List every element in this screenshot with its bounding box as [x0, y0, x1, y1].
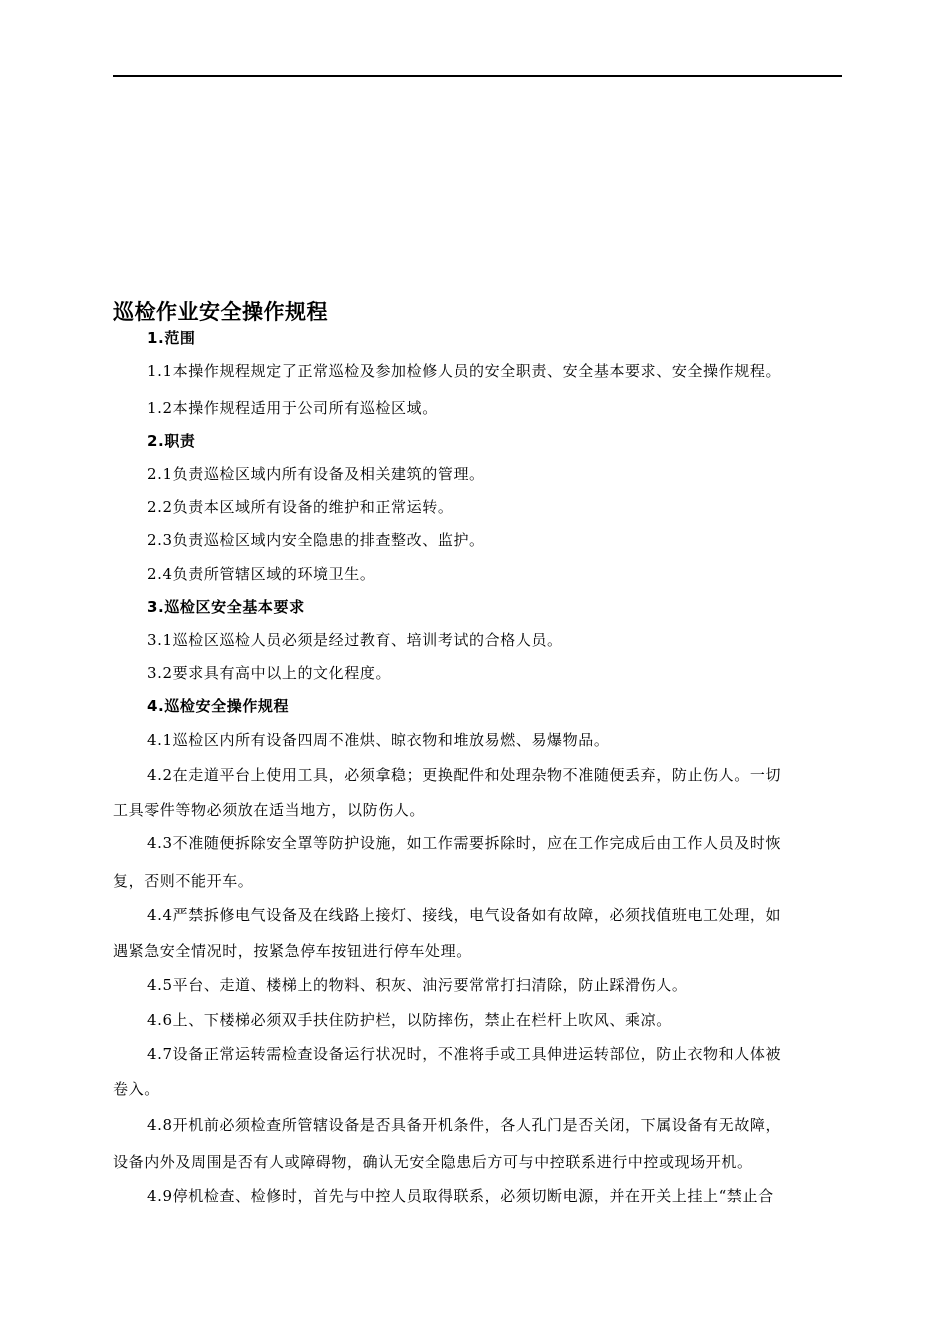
- paragraph-4-8-cont: 设备内外及周围是否有人或障碍物，确认无安全隐患后方可与中控联系进行中控或现场开机。: [113, 1153, 753, 1171]
- header-rule: [113, 75, 842, 77]
- paragraph-3-2: 3.2要求具有高中以上的文化程度。: [147, 664, 392, 682]
- paragraph-4-5: 4.5平台、走道、楼梯上的物料、积灰、油污要常常打扫清除，防止踩滑伤人。: [147, 976, 688, 994]
- paragraph-4-2-cont: 工具零件等物必须放在适当地方，以防伤人。: [113, 801, 426, 819]
- paragraph-1-1: 1.1本操作规程规定了正常巡检及参加检修人员的安全职责、安全基本要求、安全操作规程。: [147, 362, 782, 380]
- paragraph-3-1: 3.1巡检区巡检人员必须是经过教育、培训考试的合格人员。: [147, 631, 563, 649]
- section-heading-4: 4.巡检安全操作规程: [147, 697, 290, 715]
- paragraph-2-2: 2.2负责本区域所有设备的维护和正常运转。: [147, 498, 454, 516]
- section-heading-3: 3.巡检区安全基本要求: [147, 598, 305, 616]
- paragraph-1-2: 1.2本操作规程适用于公司所有巡检区域。: [147, 399, 438, 417]
- paragraph-4-3-cont: 复，否则不能开车。: [113, 872, 254, 890]
- paragraph-4-3: 4.3不准随便拆除安全罩等防护设施，如工作需要拆除时，应在工作完成后由工作人员及时恢: [147, 834, 782, 852]
- paragraph-2-3: 2.3负责巡检区域内安全隐患的排查整改、监护。: [147, 531, 485, 549]
- paragraph-2-4: 2.4负责所管辖区域的环境卫生。: [147, 565, 376, 583]
- paragraph-4-4: 4.4严禁拆修电气设备及在线路上接灯、接线，电气设备如有故障，必须找值班电工处理，如: [147, 906, 782, 924]
- paragraph-4-2: 4.2在走道平台上使用工具，必须拿稳；更换配件和处理杂物不准随便丢弃，防止伤人。一切: [147, 766, 782, 784]
- paragraph-2-1: 2.1负责巡检区域内所有设备及相关建筑的管理。: [147, 465, 485, 483]
- paragraph-4-9: 4.9停机检查、检修时，首先与中控人员取得联系，必须切断电源，并在开关上挂上“禁止合: [147, 1187, 774, 1205]
- section-heading-2: 2.职责: [147, 432, 196, 450]
- document-title: 巡检作业安全操作规程: [113, 300, 328, 324]
- paragraph-4-7: 4.7设备正常运转需检查设备运行状况时，不准将手或工具伸进运转部位，防止衣物和人体被: [147, 1045, 782, 1063]
- paragraph-4-6: 4.6上、下楼梯必须双手扶住防护栏，以防摔伤，禁止在栏杆上吹风、乘凉。: [147, 1011, 672, 1029]
- paragraph-4-1: 4.1巡检区内所有设备四周不准烘、晾衣物和堆放易燃、易爆物品。: [147, 731, 610, 749]
- paragraph-4-7-cont: 卷入。: [113, 1080, 160, 1098]
- paragraph-4-8: 4.8开机前必须检查所管辖设备是否具备开机条件，各人孔门是否关闭，下属设备有无故障，: [147, 1116, 782, 1134]
- paragraph-4-4-cont: 遇紧急安全情况时，按紧急停车按钮进行停车处理。: [113, 942, 472, 960]
- section-heading-1: 1.范围: [147, 329, 196, 347]
